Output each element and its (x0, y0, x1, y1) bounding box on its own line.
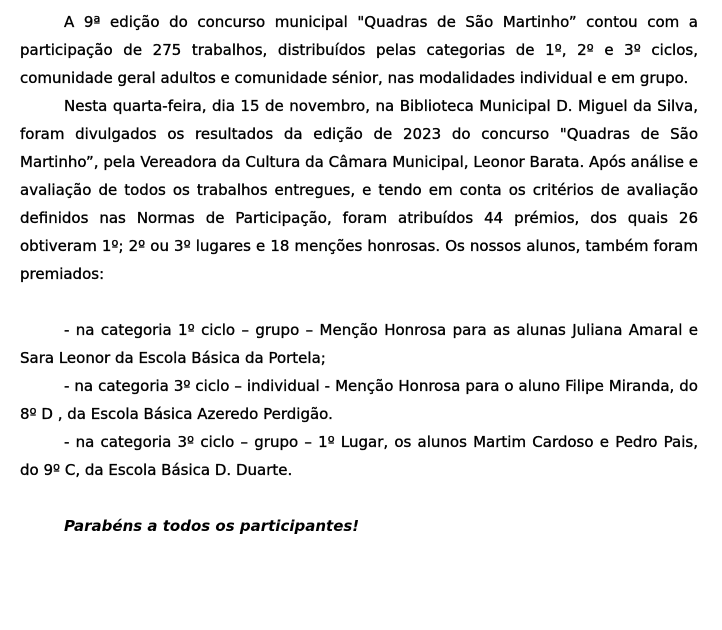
closing-line: Parabéns a todos os participantes! (64, 517, 360, 535)
award-item: - na categoria 1º ciclo – grupo – Menção Honrosa para as alunas Juliana Amaral e Sara Leonor da Escola Básica da Portela; (20, 321, 698, 367)
award-item: - na categoria 3º ciclo – individual - Menção Honrosa para o aluno Filipe Miranda, do 8º D , da Escola Básica Azeredo Perdigão. (20, 377, 698, 423)
blank-line (20, 288, 698, 316)
results-paragraph: Nesta quarta-feira, dia 15 de novembro, na Biblioteca Municipal D. Miguel da Silva, foram divulgados os resultados da edição de 2023 do concurso "Quadras de São Martinho”, pela Vereadora da Cultura da Câmara Municipal, Leonor Barata. Após análise e avaliação de todos os trabalhos entregues, e tendo em conta os critérios de avaliação definidos nas Normas de Participação, foram atribuídos 44 prémios, dos quais 26 obtiveram 1º; 2º ou 3º lugares e 18 menções honrosas. Os nossos alunos, também foram premiados: (20, 97, 698, 283)
blank-line (20, 484, 698, 512)
document-body (20, 8, 698, 540)
award-item: - na categoria 3º ciclo – grupo – 1º Lugar, os alunos Martim Cardoso e Pedro Pais, do 9º C, da Escola Básica D. Duarte. (20, 433, 698, 479)
intro-paragraph: A 9ª edição do concurso municipal "Quadras de São Martinho” contou com a participação de 275 trabalhos, distribuídos pelas categorias de 1º, 2º e 3º ciclos, comunidade geral adultos e comunidade sénior, nas modalidades individual e em grupo. (20, 13, 698, 87)
